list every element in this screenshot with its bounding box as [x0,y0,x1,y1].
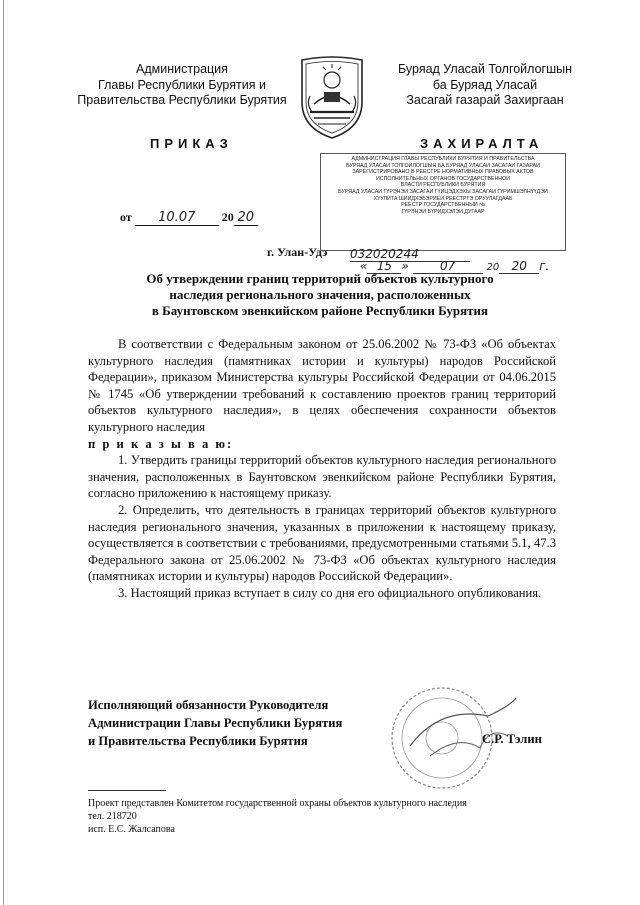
stamp-line: БУРЯАД УЛАСАЙ ТОЛГОЙЛОГШЫН БА БУРЯАД УЛАСАЙ ЗАСАГАЙ ГАЗАРАЙ [346,162,540,169]
city-label: г. Улан-Удэ [267,245,328,259]
footer-line: исп. Е.С. Жалсапова [88,824,175,835]
header-left-block [72,62,292,109]
coat-of-arms-emblem [296,52,368,142]
header-left-line: Администрация [136,62,228,76]
order-title-buryat: ЗАХИРАЛТА [420,136,544,151]
stamp-line: РЕЕСТР ГОСУДАРСТВЕННЫЙ № [401,202,485,209]
date-year-field [234,210,258,226]
stamp-line: БУРЯАД УЛАСАЙ ГҮРЭНЭЙ ЗАСАГАЙ ГҮЙЦЭДХЭХЫ ЗАСАГАЙ ГҮРИМШЭЛНҮҮДЭЙ [338,188,548,195]
header-left-line: Правительства Республики Бурятия [77,93,287,107]
signature-position-line: и Правительства Республики Бурятия [88,734,308,748]
document-body [88,336,556,602]
footer-line: тел. 218720 [88,811,137,822]
page-edge-line [3,0,4,905]
title-line: наследия регионального значения, расположенных [169,287,471,302]
header-right-block [385,62,585,109]
header-right-line: ба Буряад Уласай [432,77,538,92]
stamp-line: ГҮРЭНЭЙ БҮРИДХЭЛЭЙ ДУГААР [401,208,485,215]
registration-stamp [320,153,566,251]
stamp-line: ЗАРЕГИСТРИРОВАНО В РЕЕСТРЕ НОРМАТИВНЫХ ПРАВОВЫХ АКТОВ [352,169,534,176]
date-day-month: 10.07 [158,210,196,225]
stamp-line: АДМИНИСТРАЦИЯ ГЛАВЫ РЕСПУБЛИКИ БУРЯТИЯ И ПРАВИТЕЛЬСТВА [351,156,535,162]
signatory-name: С.Р. Тэлин [482,732,542,746]
stamp-day: 15 [367,259,401,274]
header-right-line: Буряад Уласай Толгойлогшын [397,62,573,76]
stamp-registration-date: « 15 » 07 20 20 г. [360,259,550,273]
date-prefix: от [120,210,132,224]
header-right-line: Засагай газарай Захиргаан [406,93,564,107]
body-item-3: 3. Настоящий приказ вступает в силу со дня его официального опубликования. [118,585,542,600]
stamp-line: ХУУЛИТА ШИИДХЭБЭРИЕЙ РЕЕСТРТЭ ОРУУЛАГДААБ [373,195,513,202]
stamp-line: ВЛАСТИ РЕСПУБЛИКИ БУРЯТИЯ [400,182,486,189]
date-line [120,210,258,226]
signature-position-line: Исполняющий обязанности Руководителя [88,698,329,712]
date-day-month-field [135,210,219,226]
body-item-1: 1. Утвердить границы территорий объектов культурного наследия регионального значения, расположенных в Баунтовском эвенкийском районе Республики Бурятия, согласно приложению к настоящему приказу. [88,453,556,501]
footer-divider [88,790,166,791]
stamp-year: 20 [499,259,539,274]
title-line: Об утверждении границ территорий объектов культурного [146,271,494,286]
footer-notes [88,797,568,836]
body-item-2: 2. Определить, что деятельность в границах территорий объектов культурного наследия регионального значения, указанных в приложении к настоящему приказу, осуществляется в соответствии с требованиями, предусмотренными статьями 5.1, 47.3 Федерального закона от 25.06.2002 № 73-ФЗ «Об объектах культурного наследия (памятниках истории и культуры) народов Российской Федерации». [88,502,556,584]
header-left-line: Главы Республики Бурятия и [98,77,266,92]
order-title-russian: ПРИКАЗ [150,136,233,151]
stamp-registration-number: 032020244 [350,247,470,262]
signature-position-line: Администрации Главы Республики Бурятия [88,716,343,730]
stamp-month: 07 [413,259,483,274]
footer-line: Проект представлен Комитетом государственной охраны объектов культурного наследия [88,798,467,809]
title-line: в Баунтовском эвенкийском районе Республики Бурятия [151,303,489,318]
document-title [95,271,545,319]
body-intro: В соответствии с Федеральным законом от 25.06.2002 № 73-ФЗ «Об объектах культурного наследия (памятниках истории и культуры) народов Российской Федерации», приказом Министерства культуры Российской Федерации от 04.06.2015 № 1745 «Об утверждении требований к составлению проектов границ территорий объектов культурного наследия», в целях обеспечения сохранности объектов культурного наследия [88,337,556,434]
signature-block [88,696,398,750]
date-year-suffix: 20 [237,210,255,225]
stamp-line: ИСПОЛНИТЕЛЬНЫХ ОРГАНОВ ГОСУДАРСТВЕННОЙ [375,175,511,182]
date-year-prefix: 20 [221,210,234,224]
body-directive: п р и к а з ы в а ю: [88,436,234,451]
